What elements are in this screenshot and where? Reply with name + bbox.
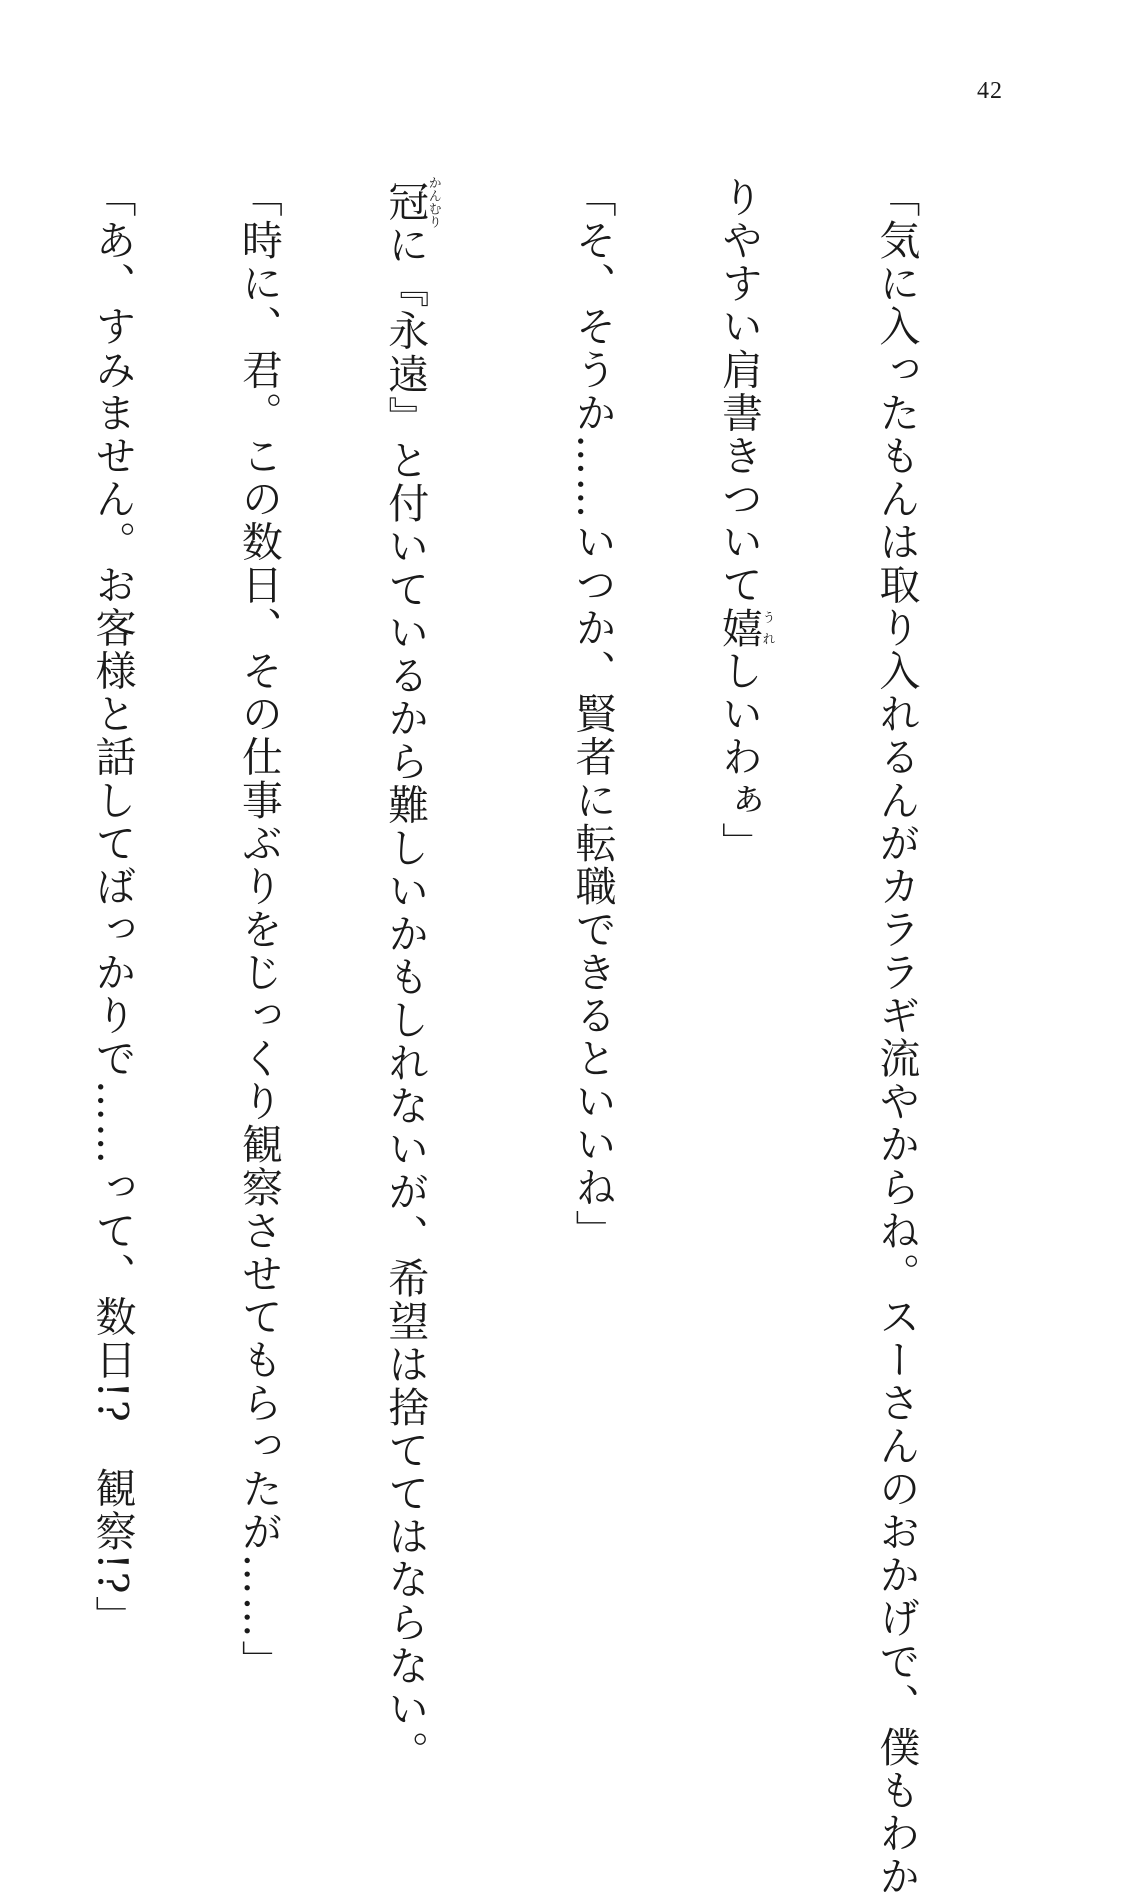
text-line: 「あ、すみません。お客様と話してばっかりで……って、数日!? 観察!?」 [88, 176, 137, 1639]
text-line: 「時に、君。この数日、その仕事ぶりをじっくり観察させてもらったが……」 [234, 176, 283, 1683]
furigana-kanmuri [381, 176, 441, 228]
ruby-reading: かんむり [425, 176, 441, 228]
page-number: 42 [977, 78, 1003, 104]
novel-text-column [0, 176, 1018, 1898]
ruby-base: 嬉 [715, 606, 764, 650]
ruby-reading: うれ [759, 606, 775, 650]
text-line: 「気に入ったもんは取り入れるんがカララギ流やからね。スーさんのおかげで、僕もわか [872, 176, 921, 1898]
furigana-ureshii [715, 606, 775, 650]
text-line: りやすい肩書きついて嬉うれしいわぁ」 [715, 176, 775, 865]
text-line: 冠かんむりに『永遠』と付いているから難しいかもしれないが、希望は捨ててはならない。 [381, 176, 441, 1774]
ruby-base: 冠 [381, 176, 430, 228]
text-line: 「そ、そうか……いつか、賢者に転職できるといいね」 [568, 176, 617, 1253]
